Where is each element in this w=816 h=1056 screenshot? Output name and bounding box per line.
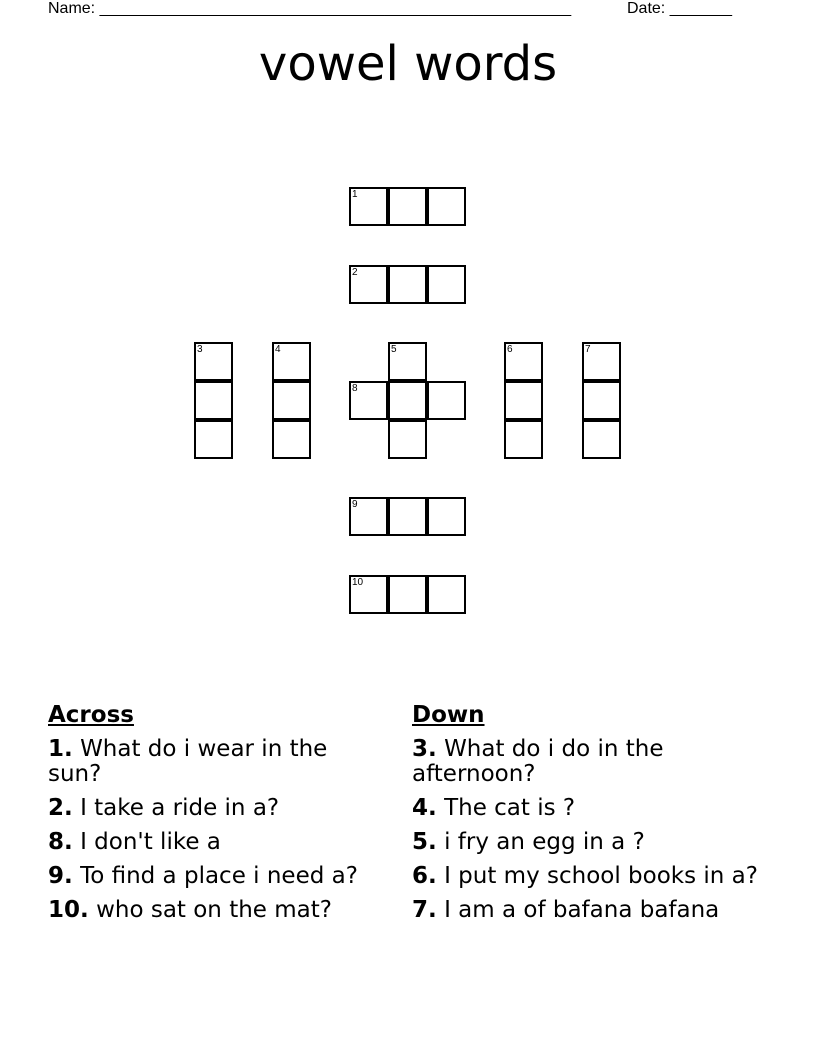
clue-number: 9 <box>352 499 358 510</box>
clue-item-text: What do i wear in the sun? <box>48 736 328 787</box>
name-label: Name: <box>48 0 96 17</box>
clue-item <box>412 898 762 923</box>
clue-number: 8 <box>352 383 358 394</box>
clue-number: 4 <box>275 344 281 355</box>
grid-cell[interactable] <box>427 265 466 304</box>
clue-item <box>412 864 762 889</box>
clue-item-number: 7. <box>412 897 437 923</box>
grid-cell[interactable] <box>349 497 388 536</box>
clue-item-number: 5. <box>412 829 437 855</box>
clue-item-number: 4. <box>412 795 437 821</box>
clue-number: 2 <box>352 267 358 278</box>
grid-cell[interactable] <box>582 342 621 381</box>
grid-cell[interactable] <box>194 420 233 459</box>
clue-number: 10 <box>352 577 364 588</box>
grid-cell[interactable] <box>427 575 466 614</box>
grid-cell[interactable] <box>349 187 388 226</box>
grid-cell[interactable] <box>427 381 466 420</box>
grid-cell[interactable] <box>388 497 427 536</box>
clue-item-number: 1. <box>48 736 73 762</box>
clue-item-number: 3. <box>412 736 437 762</box>
grid-cell[interactable] <box>388 575 427 614</box>
clue-item-text: I am a of bafana bafana <box>444 897 720 923</box>
clue-item-text: To find a place i need a? <box>80 863 358 889</box>
grid-cell[interactable] <box>388 265 427 304</box>
across-heading: Across <box>48 702 134 728</box>
clue-item-number: 6. <box>412 863 437 889</box>
clue-number: 6 <box>507 344 513 355</box>
grid-cell[interactable] <box>194 342 233 381</box>
down-clues <box>412 703 762 932</box>
clue-item-number: 2. <box>48 795 73 821</box>
date-label: Date: <box>627 0 666 17</box>
clue-item-text: I take a ride in a? <box>80 795 280 821</box>
clue-number: 3 <box>197 344 203 355</box>
grid-cell[interactable] <box>349 381 388 420</box>
grid-cell[interactable] <box>272 342 311 381</box>
clue-item <box>48 830 378 855</box>
page-title: vowel words <box>258 36 558 92</box>
grid-cell[interactable] <box>504 420 543 459</box>
grid-cell[interactable] <box>272 420 311 459</box>
across-clues <box>48 703 378 932</box>
grid-cell[interactable] <box>504 342 543 381</box>
grid-cell[interactable] <box>388 381 427 420</box>
grid-cell[interactable] <box>504 381 543 420</box>
down-heading: Down <box>412 702 485 728</box>
clue-item-number: 9. <box>48 863 73 889</box>
grid-cell[interactable] <box>349 575 388 614</box>
clue-number: 7 <box>585 344 591 355</box>
grid-cell[interactable] <box>388 342 427 381</box>
name-blank: _____________________________________________________ <box>99 0 572 17</box>
grid-cell[interactable] <box>388 420 427 459</box>
clue-item <box>48 737 378 787</box>
clue-item <box>48 864 378 889</box>
clue-item-number: 10. <box>48 897 89 923</box>
grid-cell[interactable] <box>272 381 311 420</box>
clue-item-text: The cat is ? <box>444 795 576 821</box>
date-blank: _______ <box>669 0 732 17</box>
clue-item-text: What do i do in the afternoon? <box>412 736 664 787</box>
clue-item-text: I don't like a <box>80 829 221 855</box>
clue-item-text: I put my school books in a? <box>444 863 758 889</box>
clue-item-text: i fry an egg in a ? <box>444 829 645 855</box>
clue-item <box>412 830 762 855</box>
grid-cell[interactable] <box>427 497 466 536</box>
clue-item <box>48 796 378 821</box>
clue-item-text: who sat on the mat? <box>96 897 332 923</box>
clue-number: 5 <box>391 344 397 355</box>
grid-cell[interactable] <box>349 265 388 304</box>
clue-item <box>412 796 762 821</box>
grid-cell[interactable] <box>388 187 427 226</box>
grid-cell[interactable] <box>582 381 621 420</box>
grid-cell[interactable] <box>427 187 466 226</box>
clue-item <box>412 737 762 787</box>
clue-item <box>48 898 378 923</box>
grid-cell[interactable] <box>194 381 233 420</box>
clue-number: 1 <box>352 189 358 200</box>
grid-cell[interactable] <box>582 420 621 459</box>
clue-item-number: 8. <box>48 829 73 855</box>
